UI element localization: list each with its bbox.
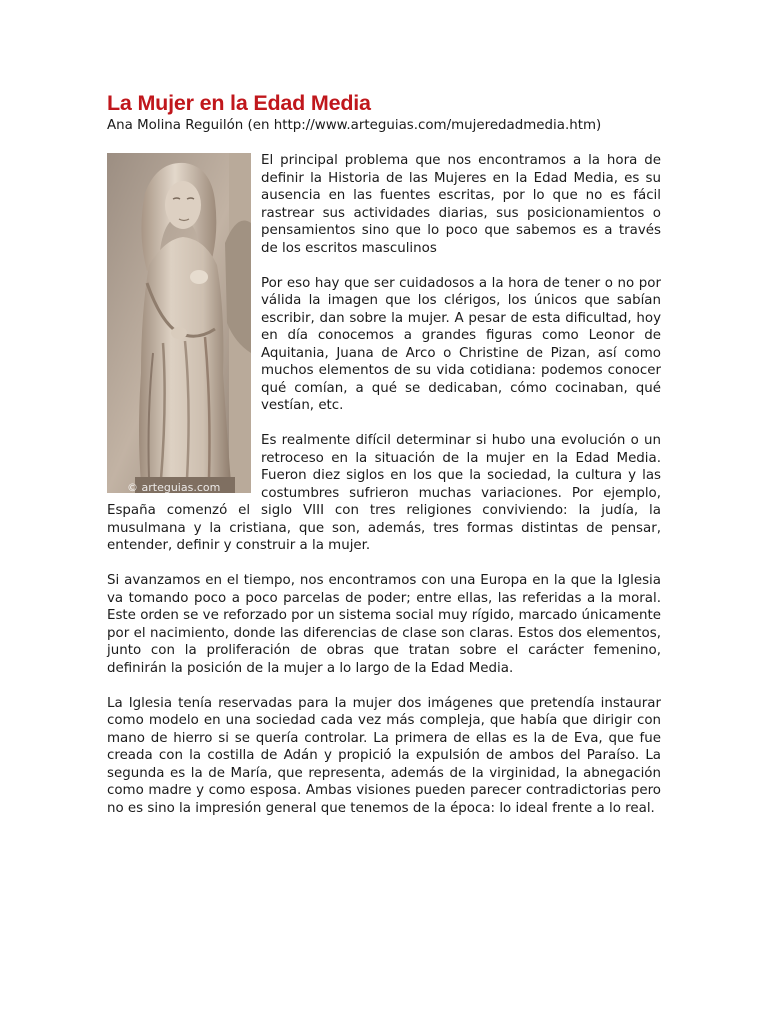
statue-illustration	[107, 153, 251, 493]
image-watermark: © arteguias.com	[127, 481, 221, 493]
paragraph: Es realmente difícil determinar si hubo una evolución o un retroceso en la situación de la mujer en la Edad Media. Fueron diez siglos en los que la sociedad, la cultura y las costumbres sufrieron muchas variaciones. Por ejemplo, España comenzó el siglo VIII con tres religiones conviviendo: la judía, la musulmana y la cristiana, que son, además, tres formas distintas de pensar, entender, definir y construir a la mujer.	[107, 433, 661, 553]
article-body	[107, 152, 661, 835]
paragraph: Por eso hay que ser cuidadosos a la hora de tener o no por válida la imagen que los clérigos, los únicos que sabían escribir, dan sobre la mujer. A pesar de esta dificultad, hoy en día conocemos a grandes figuras como Leonor de Aquitania, Juana de Arco o Christine de Pizan, así como muchos elementos de su vida cotidiana: podemos conocer qué comían, a qué se dedicaban, cómo cocinaban, qué vestían, etc.	[261, 275, 661, 413]
statue-photo	[107, 153, 251, 493]
paragraph: El principal problema que nos encontramos a la hora de definir la Historia de las Mujeres en la Edad Media, es su ausencia en las fuentes escritas, por lo que no es fácil rastrear sus actividades diarias, sus posicionamientos o pensamientos sino que lo poco que sabemos es a través de los escritos masculinos	[261, 153, 661, 256]
paragraph: Si avanzamos en el tiempo, nos encontramos con una Europa en la que la Iglesia va tomando poco a poco parcelas de poder; entre ellas, las referidas a la moral. Este orden se ve reforzado por un sistema social muy rígido, marcado únicamente por el nacimiento, donde las diferencias de clase son claras. Estos dos elementos, junto con la proliferación de obras que tratan sobre el carácter femenino, definirán la posición de la mujer a lo largo de la Edad Media.	[107, 573, 661, 676]
article-title: La Mujer en la Edad Media	[107, 91, 371, 115]
paragraph: La Iglesia tenía reservadas para la mujer dos imágenes que pretendía instaurar como modelo en una sociedad cada vez más compleja, que había que dirigir con mano de hierro si se quería controlar. La primera de ellas es la de Eva, que fue creada con la costilla de Adán y propició la expulsión de ambos del Paraíso. La segunda es la de María, que representa, además de la virginidad, la abnegación como madre y como esposa. Ambas visiones pueden parecer contradictorias pero no es sino la impresión general que tenemos de la época: lo ideal frente a lo real.	[107, 695, 661, 816]
article-byline: Ana Molina Reguilón (en http://www.arteguias.com/mujeredadmedia.htm)	[107, 118, 602, 133]
